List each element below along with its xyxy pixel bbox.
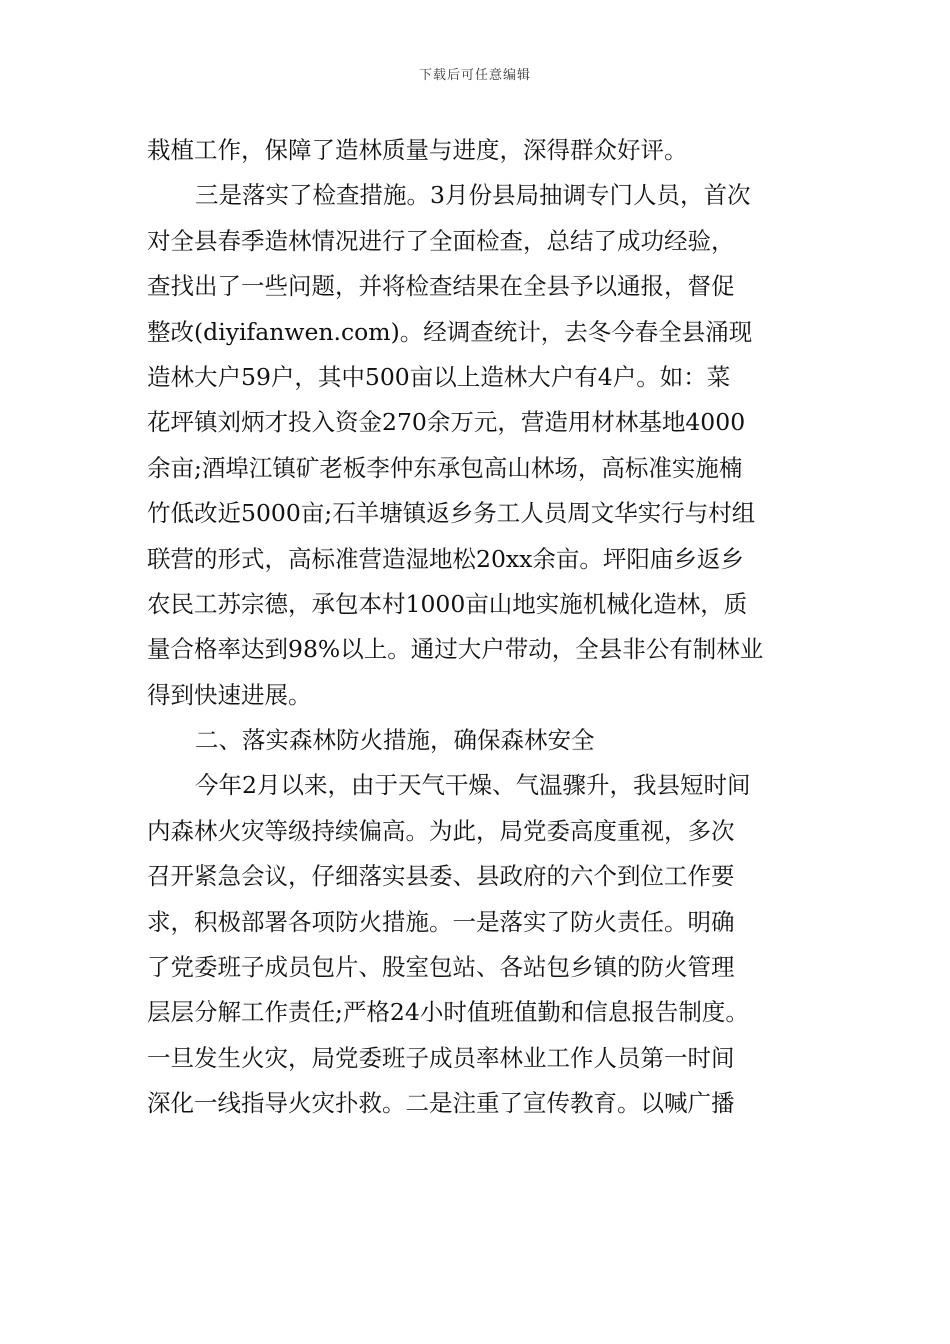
text-line: 对全县春季造林情况进行了全面检查，总结了成功经验， xyxy=(147,226,735,255)
text-line: 内森林火灾等级持续偏高。为此，局党委高度重视，多次 xyxy=(147,816,735,845)
text-line: 得到快速进展。 xyxy=(147,680,312,709)
text-line: 求，积极部署各项防火措施。一是落实了防火责任。明确 xyxy=(147,907,735,936)
document-body xyxy=(147,128,807,1127)
text-line: 联营的形式，高标准营造湿地松20xx余亩。坪阳庙乡返乡 xyxy=(147,544,744,573)
text-line: 整改(diyifanwen.com)。经调查统计，去冬今春全县涌现 xyxy=(147,317,753,346)
text-line: 花坪镇刘炳才投入资金270余万元，营造用材林基地4000 xyxy=(147,408,746,437)
text-line: 量合格率达到98%以上。通过大户带动，全县非公有制林业 xyxy=(147,635,764,664)
text-line: 三是落实了检查措施。3月份县局抽调专门人员，首次 xyxy=(195,181,751,210)
text-line: 余亩;酒埠江镇矿老板李仲东承包高山林场，高标准实施楠 xyxy=(147,453,743,482)
text-line: 竹低改近5000亩;石羊塘镇返乡务工人员周文华实行与村组 xyxy=(147,499,756,528)
text-line: 层层分解工作责任;严格24小时值班值勤和信息报告制度。 xyxy=(147,998,749,1027)
text-line: 造林大户59户，其中500亩以上造林大户有4户。如：菜 xyxy=(147,362,731,391)
text-line: 查找出了一些问题，并将检查结果在全县予以通报，督促 xyxy=(147,272,735,301)
text-line: 了党委班子成员包片、股室包站、各站包乡镇的防火管理 xyxy=(147,953,735,982)
text-line: 栽植工作，保障了造林质量与进度，深得群众好评。 xyxy=(147,136,688,164)
page-header: 下载后可任意编辑 xyxy=(418,68,531,83)
text-line: 农民工苏宗德，承包本村1000亩山地实施机械化造林，质 xyxy=(147,589,748,618)
text-line: 深化一线指导火灾扑救。二是注重了宣传教育。以喊广播 xyxy=(147,1089,735,1118)
text-line: 一旦发生火灾，局党委班子成员率林业工作人员第一时间 xyxy=(147,1043,735,1072)
text-line: 今年2月以来，由于天气干燥、气温骤升，我县短时间 xyxy=(195,771,751,800)
text-line: 召开紧急会议，仔细落实县委、县政府的六个到位工作要 xyxy=(147,862,735,891)
section-heading: 二、落实森林防火措施，确保森林安全 xyxy=(195,726,595,755)
